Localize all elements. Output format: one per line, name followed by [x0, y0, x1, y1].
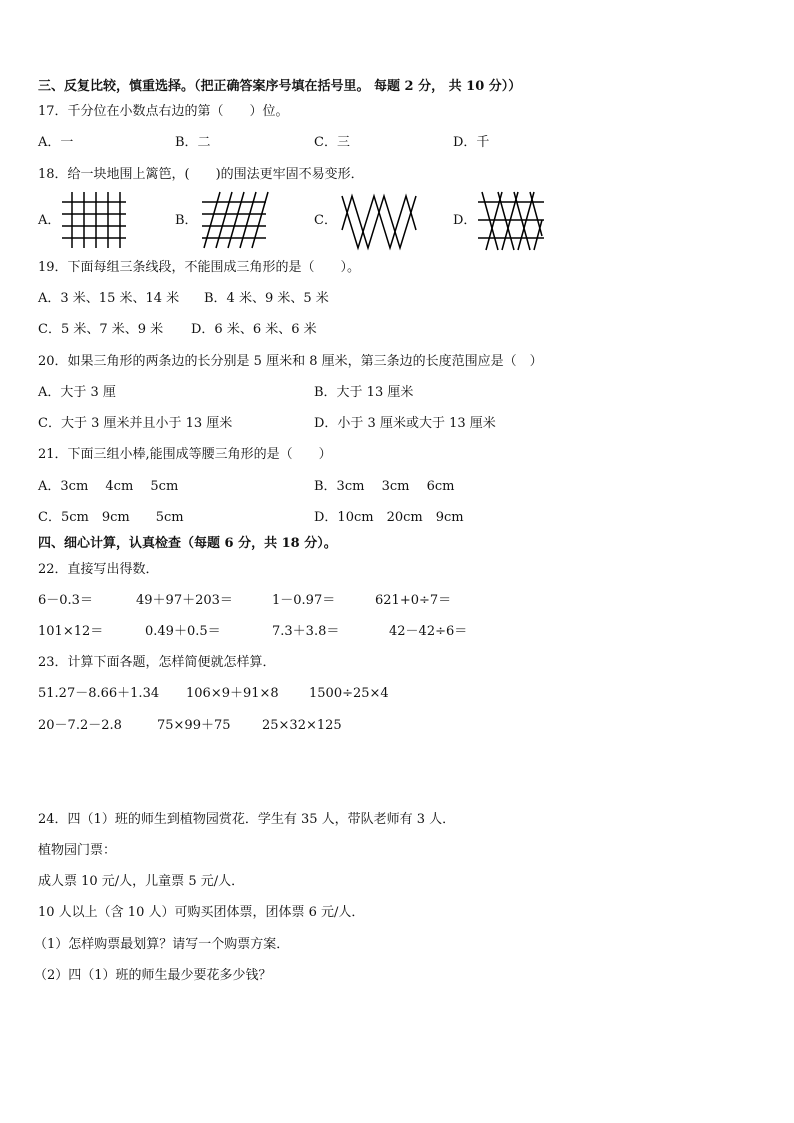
q24-ticket-prices: 成人票 10 元/人，儿童票 5 元/人． — [38, 874, 245, 889]
q19-option-b: B．4 米、9 米、5 米 — [204, 291, 329, 306]
q18-option-a-label: A． — [38, 213, 61, 228]
q20-option-d: D．小于 3 厘米或大于 13 厘米 — [314, 416, 496, 431]
q18-option-b-label: B． — [175, 213, 198, 228]
q17-stem: 17．千分位在小数点右边的第（ ）位。 — [38, 104, 289, 119]
q18-stem: 18．给一块地围上篱笆，( )的围法更牢固不易变形． — [38, 167, 364, 182]
q23-expr-2: 106×9＋91×8 — [186, 686, 279, 701]
q17-option-d: D．千 — [453, 135, 490, 150]
q22-expr-1: 6－0.3＝ — [38, 593, 93, 608]
q17-option-c: C．三 — [314, 135, 350, 150]
q20-option-b: B．大于 13 厘米 — [314, 385, 414, 400]
q21-stem: 21．下面三组小棒,能围成等腰三角形的是（ ） — [38, 447, 332, 462]
q22-stem: 22．直接写出得数． — [38, 562, 159, 577]
q21-option-d: D．10cm 20cm 9cm — [314, 510, 464, 525]
q22-expr-8: 42－42÷6＝ — [389, 624, 468, 639]
q19-option-d: D．6 米、6 米、6 米 — [191, 322, 317, 337]
fence-triangle-zigzag-figure — [338, 190, 420, 252]
q23-expr-3: 1500÷25×4 — [309, 686, 389, 701]
q22-expr-7: 7.3＋3.8＝ — [272, 624, 340, 639]
q22-expr-2: 49＋97＋203＝ — [136, 593, 233, 608]
fence-square-grid-figure — [60, 190, 128, 250]
q21-option-b: B．3cm 3cm 6cm — [314, 479, 455, 494]
q23-stem: 23．计算下面各题，怎样简便就怎样算． — [38, 655, 276, 670]
fence-triangle-grid-figure — [476, 188, 546, 252]
q17-option-b: B．二 — [175, 135, 211, 150]
q23-expr-4: 20－7.2－2.8 — [38, 718, 122, 733]
q21-option-c: C．5cm 9cm 5cm — [38, 510, 184, 525]
q24-ticket-heading: 植物园门票： — [38, 843, 117, 858]
q24-subquestion-2: （2）四（1）班的师生最少要花多少钱？ — [34, 968, 272, 983]
q19-option-a: A．3 米、15 米、14 米 — [38, 291, 180, 306]
q22-expr-4: 621+0÷7＝ — [375, 593, 452, 608]
q19-stem: 19．下面每组三条线段，不能围成三角形的是（ ）。 — [38, 260, 361, 275]
section-4-title: 四、细心计算，认真检查（每题 6 分，共 18 分）。 — [38, 536, 337, 551]
q19-option-c: C．5 米、7 米、9 米 — [38, 322, 164, 337]
q18-option-d-label: D． — [453, 213, 477, 228]
q22-expr-5: 101×12＝ — [38, 624, 104, 639]
q20-option-a: A．大于 3 厘 — [38, 385, 116, 400]
q23-expr-1: 51.27－8.66＋1.34 — [38, 686, 160, 701]
q23-expr-6: 25×32×125 — [262, 718, 342, 733]
q21-option-a: A．3cm 4cm 5cm — [38, 479, 179, 494]
q20-stem: 20．如果三角形的两条边的长分别是 5 厘米和 8 厘米，第三条边的长度范围应是（ ） — [38, 354, 543, 369]
q20-option-c: C．大于 3 厘米并且小于 13 厘米 — [38, 416, 233, 431]
q24-group-ticket: 10 人以上（含 10 人）可购买团体票，团体票 6 元/人． — [38, 905, 365, 920]
fence-parallelogram-grid-figure — [198, 190, 270, 250]
q17-option-a: A．一 — [38, 135, 74, 150]
q22-expr-6: 0.49＋0.5＝ — [145, 624, 221, 639]
section-3-title: 三、反复比较，慎重选择。（把正确答案序号填在括号里。 每题 2 分， 共 10 分）） — [38, 79, 522, 94]
q18-option-c-label: C． — [314, 213, 337, 228]
q24-stem: 24．四（1）班的师生到植物园赏花．学生有 35 人，带队老师有 3 人． — [38, 812, 456, 827]
q23-expr-5: 75×99＋75 — [157, 718, 231, 733]
q22-expr-3: 1－0.97＝ — [272, 593, 336, 608]
q24-subquestion-1: （1）怎样购票最划算？请写一个购票方案． — [34, 937, 290, 952]
